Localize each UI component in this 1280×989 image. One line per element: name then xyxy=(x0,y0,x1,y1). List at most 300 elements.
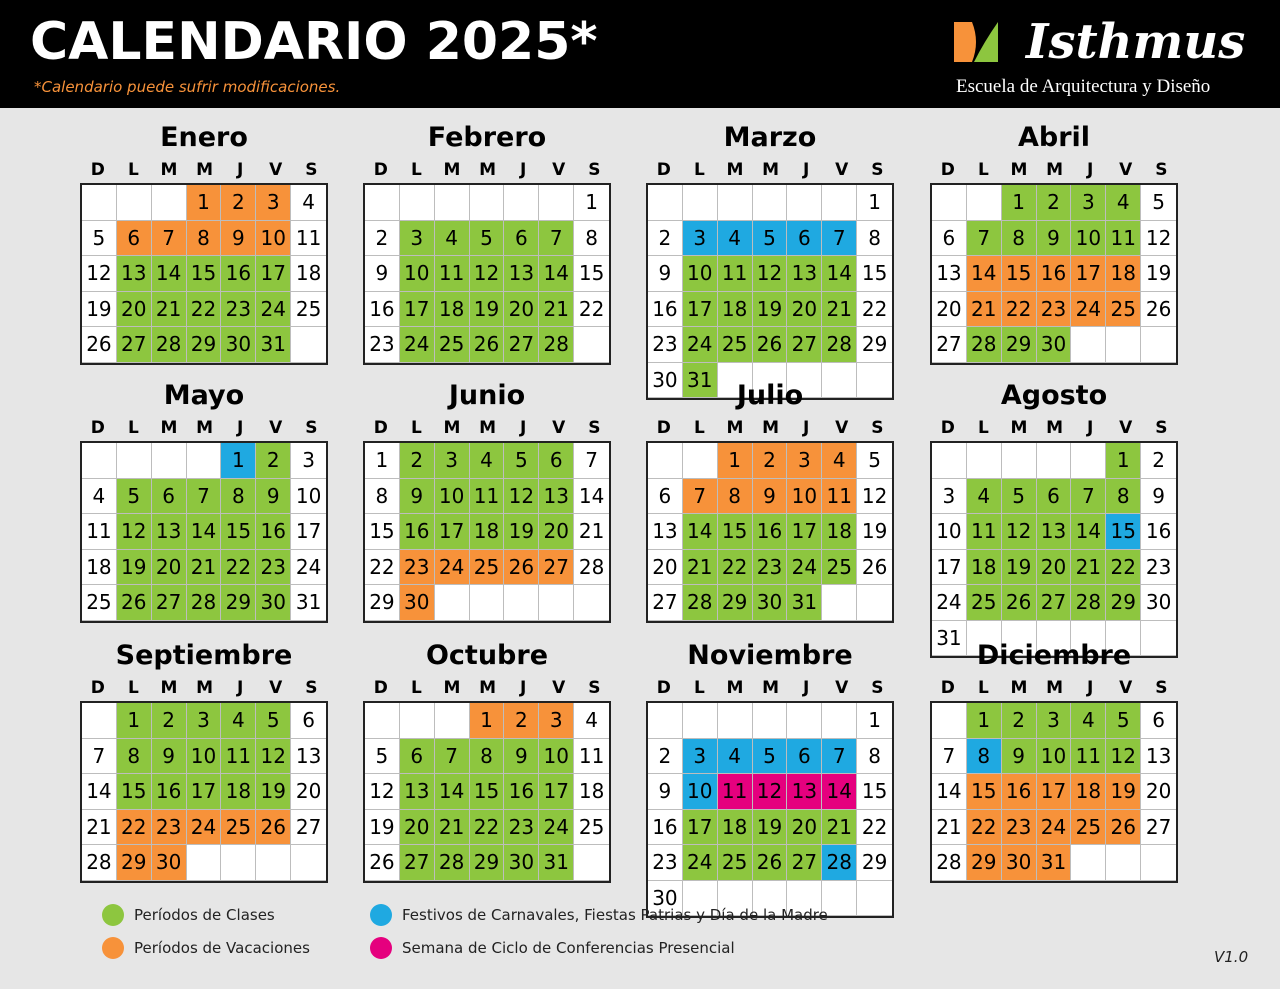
weekday-label: L xyxy=(693,678,705,698)
month-title: Octubre xyxy=(425,640,549,671)
day-cell: 16 xyxy=(152,774,187,810)
day-cell: 20 xyxy=(932,292,967,328)
day-cell: 20 xyxy=(787,810,822,846)
weekday-label: V xyxy=(835,160,849,180)
day-cell: 30 xyxy=(1037,327,1072,363)
day-cell: 29 xyxy=(718,585,753,621)
day-cell: 19 xyxy=(256,774,291,810)
legend-swatch-orange xyxy=(102,937,124,959)
day-cell: 8 xyxy=(857,221,892,257)
day-cell: 3 xyxy=(435,443,470,479)
day-cell: 8 xyxy=(1106,479,1141,515)
day-cell: 30 xyxy=(221,327,256,363)
day-cell: 16 xyxy=(648,810,683,846)
isthmus-logo-icon xyxy=(954,20,1002,64)
day-cell: 16 xyxy=(753,514,788,550)
month-grid xyxy=(363,441,611,623)
day-cell: 13 xyxy=(291,739,326,775)
day-cell: 3 xyxy=(256,185,291,221)
day-cell: 18 xyxy=(1106,256,1141,292)
day-cell: 11 xyxy=(718,256,753,292)
day-cell: 6 xyxy=(152,479,187,515)
empty-cell xyxy=(574,327,609,363)
day-cell: 11 xyxy=(574,739,609,775)
day-cell: 10 xyxy=(539,739,574,775)
day-cell: 9 xyxy=(365,256,400,292)
empty-cell xyxy=(221,845,256,881)
day-cell: 14 xyxy=(932,774,967,810)
month-title: Septiembre xyxy=(115,640,293,671)
day-cell: 24 xyxy=(291,550,326,586)
weekday-label: V xyxy=(835,418,849,438)
day-cell: 17 xyxy=(787,514,822,550)
weekday-label: V xyxy=(835,678,849,698)
day-cell: 18 xyxy=(574,774,609,810)
day-cell: 29 xyxy=(967,845,1002,881)
month-title: Noviembre xyxy=(687,640,853,671)
day-cell: 11 xyxy=(1071,739,1106,775)
day-cell: 1 xyxy=(1002,185,1037,221)
weekday-label: V xyxy=(269,160,283,180)
empty-cell xyxy=(683,703,718,739)
month-grid xyxy=(80,441,328,623)
day-cell: 26 xyxy=(256,810,291,846)
day-cell: 2 xyxy=(1037,185,1072,221)
weekday-header xyxy=(80,418,330,438)
day-cell: 31 xyxy=(256,327,291,363)
day-cell: 12 xyxy=(1106,739,1141,775)
day-cell: 15 xyxy=(718,514,753,550)
day-cell: 11 xyxy=(1106,221,1141,257)
day-cell: 5 xyxy=(470,221,505,257)
weekday-label: D xyxy=(656,418,671,438)
weekday-label: M xyxy=(762,418,780,438)
day-cell: 23 xyxy=(400,550,435,586)
day-cell: 28 xyxy=(152,327,187,363)
day-cell: 27 xyxy=(539,550,574,586)
day-cell: 5 xyxy=(82,221,117,257)
day-cell: 22 xyxy=(221,550,256,586)
day-cell: 26 xyxy=(753,327,788,363)
day-cell: 17 xyxy=(539,774,574,810)
weekday-label: S xyxy=(1155,678,1168,698)
empty-cell xyxy=(82,703,117,739)
weekday-label: M xyxy=(726,418,744,438)
weekday-label: D xyxy=(656,678,671,698)
day-cell: 20 xyxy=(648,550,683,586)
day-cell: 7 xyxy=(1071,479,1106,515)
day-cell: 20 xyxy=(1141,774,1176,810)
day-cell: 23 xyxy=(1037,292,1072,328)
day-cell: 15 xyxy=(470,774,505,810)
weekday-label: J xyxy=(237,418,244,438)
weekday-label: S xyxy=(1155,160,1168,180)
month-title: Abril xyxy=(1017,122,1091,153)
weekday-header xyxy=(363,418,613,438)
empty-cell xyxy=(470,585,505,621)
day-cell: 4 xyxy=(82,479,117,515)
day-cell: 25 xyxy=(718,845,753,881)
day-cell: 26 xyxy=(1106,810,1141,846)
empty-cell xyxy=(683,443,718,479)
day-cell: 8 xyxy=(470,739,505,775)
day-cell: 30 xyxy=(1141,585,1176,621)
empty-cell xyxy=(648,185,683,221)
day-cell: 9 xyxy=(648,256,683,292)
day-cell: 6 xyxy=(932,221,967,257)
day-cell: 30 xyxy=(504,845,539,881)
day-cell: 22 xyxy=(365,550,400,586)
weekday-label: M xyxy=(762,678,780,698)
day-cell: 10 xyxy=(435,479,470,515)
day-cell: 7 xyxy=(82,739,117,775)
day-cell: 31 xyxy=(291,585,326,621)
legend-label: Períodos de Vacaciones xyxy=(134,939,310,957)
day-cell: 25 xyxy=(1106,292,1141,328)
empty-cell xyxy=(718,703,753,739)
day-cell: 12 xyxy=(504,479,539,515)
empty-cell xyxy=(539,585,574,621)
weekday-label: D xyxy=(656,160,671,180)
day-cell: 24 xyxy=(683,845,718,881)
empty-cell xyxy=(256,845,291,881)
day-cell: 4 xyxy=(967,479,1002,515)
day-cell: 25 xyxy=(1071,810,1106,846)
day-cell: 19 xyxy=(753,292,788,328)
logo-name: Isthmus xyxy=(1026,14,1246,70)
empty-cell xyxy=(683,185,718,221)
day-cell: 19 xyxy=(1141,256,1176,292)
day-cell: 30 xyxy=(400,585,435,621)
empty-cell xyxy=(365,185,400,221)
weekday-label: J xyxy=(1087,418,1094,438)
day-cell: 2 xyxy=(400,443,435,479)
day-cell: 18 xyxy=(822,514,857,550)
day-cell: 5 xyxy=(365,739,400,775)
day-cell: 13 xyxy=(648,514,683,550)
day-cell: 4 xyxy=(574,703,609,739)
day-cell: 8 xyxy=(221,479,256,515)
day-cell: 29 xyxy=(365,585,400,621)
weekday-label: L xyxy=(127,678,139,698)
day-cell: 30 xyxy=(1002,845,1037,881)
day-cell: 13 xyxy=(1037,514,1072,550)
month-title: Agosto xyxy=(1000,380,1108,411)
day-cell: 14 xyxy=(187,514,222,550)
day-cell: 19 xyxy=(470,292,505,328)
day-cell: 15 xyxy=(967,774,1002,810)
day-cell: 15 xyxy=(117,774,152,810)
day-cell: 9 xyxy=(256,479,291,515)
weekday-header xyxy=(930,160,1180,180)
weekday-label: M xyxy=(479,418,497,438)
day-cell: 7 xyxy=(574,443,609,479)
day-cell: 13 xyxy=(117,256,152,292)
day-cell: 21 xyxy=(822,810,857,846)
day-cell: 22 xyxy=(967,810,1002,846)
day-cell: 8 xyxy=(718,479,753,515)
weekday-label: J xyxy=(1087,678,1094,698)
empty-cell xyxy=(787,185,822,221)
weekday-label: V xyxy=(552,418,566,438)
day-cell: 10 xyxy=(187,739,222,775)
empty-cell xyxy=(574,585,609,621)
day-cell: 7 xyxy=(932,739,967,775)
day-cell: 23 xyxy=(504,810,539,846)
day-cell: 22 xyxy=(187,292,222,328)
weekday-header xyxy=(80,160,330,180)
day-cell: 22 xyxy=(857,810,892,846)
day-cell: 10 xyxy=(932,514,967,550)
day-cell: 12 xyxy=(470,256,505,292)
day-cell: 15 xyxy=(221,514,256,550)
modification-note: *Calendario puede sufrir modificaciones. xyxy=(34,78,341,96)
weekday-label: M xyxy=(160,160,178,180)
day-cell: 31 xyxy=(539,845,574,881)
day-cell: 29 xyxy=(857,845,892,881)
empty-cell xyxy=(82,185,117,221)
day-cell: 28 xyxy=(574,550,609,586)
empty-cell xyxy=(718,185,753,221)
weekday-label: S xyxy=(588,418,601,438)
day-cell: 26 xyxy=(753,845,788,881)
weekday-label: S xyxy=(305,418,318,438)
weekday-label: L xyxy=(410,160,422,180)
day-cell: 16 xyxy=(365,292,400,328)
day-cell: 7 xyxy=(967,221,1002,257)
day-cell: 11 xyxy=(822,479,857,515)
day-cell: 12 xyxy=(117,514,152,550)
day-cell: 27 xyxy=(787,327,822,363)
day-cell: 7 xyxy=(187,479,222,515)
day-cell: 3 xyxy=(291,443,326,479)
empty-cell xyxy=(932,443,967,479)
day-cell: 3 xyxy=(932,479,967,515)
day-cell: 28 xyxy=(822,845,857,881)
empty-cell xyxy=(117,443,152,479)
day-cell: 8 xyxy=(857,739,892,775)
legend-label: Festivos de Carnavales, Fiestas Patrias y Día de la Madre xyxy=(402,906,828,924)
empty-cell xyxy=(187,845,222,881)
weekday-label: J xyxy=(520,418,527,438)
day-cell: 12 xyxy=(1002,514,1037,550)
month-grid xyxy=(646,183,894,400)
day-cell: 30 xyxy=(256,585,291,621)
month-title: Mayo xyxy=(163,380,245,411)
weekday-label: J xyxy=(237,678,244,698)
weekday-header xyxy=(80,678,330,698)
weekday-label: V xyxy=(552,678,566,698)
day-cell: 18 xyxy=(718,292,753,328)
day-cell: 19 xyxy=(504,514,539,550)
empty-cell xyxy=(400,703,435,739)
day-cell: 28 xyxy=(932,845,967,881)
day-cell: 27 xyxy=(1141,810,1176,846)
day-cell: 11 xyxy=(718,774,753,810)
day-cell: 25 xyxy=(574,810,609,846)
day-cell: 7 xyxy=(683,479,718,515)
day-cell: 29 xyxy=(187,327,222,363)
weekday-label: V xyxy=(1119,418,1133,438)
day-cell: 9 xyxy=(1141,479,1176,515)
day-cell: 26 xyxy=(504,550,539,586)
weekday-label: M xyxy=(196,678,214,698)
day-cell: 27 xyxy=(291,810,326,846)
weekday-label: L xyxy=(977,678,989,698)
day-cell: 19 xyxy=(753,810,788,846)
day-cell: 12 xyxy=(753,256,788,292)
day-cell: 8 xyxy=(1002,221,1037,257)
empty-cell xyxy=(857,585,892,621)
day-cell: 16 xyxy=(648,292,683,328)
weekday-label: J xyxy=(803,160,810,180)
day-cell: 6 xyxy=(787,221,822,257)
month-grid xyxy=(80,701,328,883)
day-cell: 9 xyxy=(400,479,435,515)
day-cell: 2 xyxy=(648,739,683,775)
day-cell: 18 xyxy=(470,514,505,550)
day-cell: 1 xyxy=(117,703,152,739)
day-cell: 12 xyxy=(256,739,291,775)
day-cell: 1 xyxy=(857,703,892,739)
day-cell: 9 xyxy=(1002,739,1037,775)
day-cell: 4 xyxy=(1071,703,1106,739)
day-cell: 29 xyxy=(470,845,505,881)
day-cell: 2 xyxy=(504,703,539,739)
day-cell: 4 xyxy=(822,443,857,479)
day-cell: 29 xyxy=(1106,585,1141,621)
day-cell: 29 xyxy=(1002,327,1037,363)
day-cell: 8 xyxy=(117,739,152,775)
day-cell: 6 xyxy=(1037,479,1072,515)
day-cell: 10 xyxy=(291,479,326,515)
page-title: CALENDARIO 2025* xyxy=(30,12,598,72)
empty-cell xyxy=(291,327,326,363)
month-title: Junio xyxy=(448,380,526,411)
day-cell: 16 xyxy=(221,256,256,292)
month-title: Febrero xyxy=(427,122,547,153)
month-grid xyxy=(80,183,328,365)
day-cell: 5 xyxy=(1106,703,1141,739)
day-cell: 10 xyxy=(1037,739,1072,775)
day-cell: 21 xyxy=(822,292,857,328)
weekday-label: S xyxy=(588,160,601,180)
day-cell: 25 xyxy=(291,292,326,328)
day-cell: 10 xyxy=(1071,221,1106,257)
day-cell: 17 xyxy=(187,774,222,810)
day-cell: 8 xyxy=(187,221,222,257)
day-cell: 10 xyxy=(683,774,718,810)
weekday-label: S xyxy=(588,678,601,698)
weekday-label: L xyxy=(127,418,139,438)
day-cell: 31 xyxy=(932,621,967,657)
day-cell: 22 xyxy=(1106,550,1141,586)
day-cell: 30 xyxy=(152,845,187,881)
day-cell: 2 xyxy=(256,443,291,479)
day-cell: 13 xyxy=(932,256,967,292)
day-cell: 1 xyxy=(1106,443,1141,479)
day-cell: 25 xyxy=(470,550,505,586)
weekday-label: L xyxy=(977,160,989,180)
weekday-label: D xyxy=(90,160,105,180)
empty-cell xyxy=(1106,327,1141,363)
empty-cell xyxy=(822,185,857,221)
weekday-label: V xyxy=(552,160,566,180)
weekday-label: D xyxy=(373,160,388,180)
day-cell: 16 xyxy=(504,774,539,810)
weekday-label: M xyxy=(196,160,214,180)
day-cell: 3 xyxy=(683,739,718,775)
day-cell: 14 xyxy=(574,479,609,515)
day-cell: 19 xyxy=(365,810,400,846)
empty-cell xyxy=(291,845,326,881)
header-bar xyxy=(0,0,1280,108)
empty-cell xyxy=(967,443,1002,479)
empty-cell xyxy=(1071,845,1106,881)
day-cell: 27 xyxy=(504,327,539,363)
weekday-header xyxy=(646,678,896,698)
day-cell: 9 xyxy=(152,739,187,775)
day-cell: 1 xyxy=(718,443,753,479)
day-cell: 19 xyxy=(1002,550,1037,586)
day-cell: 31 xyxy=(1037,845,1072,881)
day-cell: 26 xyxy=(1141,292,1176,328)
weekday-label: S xyxy=(305,160,318,180)
weekday-label: M xyxy=(479,678,497,698)
day-cell: 17 xyxy=(1037,774,1072,810)
legend-item-conferencias xyxy=(370,937,735,959)
day-cell: 31 xyxy=(683,363,718,399)
weekday-label: L xyxy=(410,418,422,438)
weekday-label: J xyxy=(520,160,527,180)
empty-cell xyxy=(117,185,152,221)
day-cell: 5 xyxy=(117,479,152,515)
weekday-label: D xyxy=(90,678,105,698)
day-cell: 29 xyxy=(221,585,256,621)
day-cell: 4 xyxy=(718,739,753,775)
day-cell: 21 xyxy=(967,292,1002,328)
day-cell: 22 xyxy=(718,550,753,586)
day-cell: 5 xyxy=(504,443,539,479)
day-cell: 17 xyxy=(1071,256,1106,292)
weekday-label: L xyxy=(977,418,989,438)
empty-cell xyxy=(435,703,470,739)
empty-cell xyxy=(574,845,609,881)
weekday-label: D xyxy=(940,678,955,698)
day-cell: 20 xyxy=(504,292,539,328)
weekday-label: L xyxy=(693,160,705,180)
weekday-label: M xyxy=(443,418,461,438)
legend-label: Semana de Ciclo de Conferencias Presencial xyxy=(402,939,735,957)
day-cell: 21 xyxy=(539,292,574,328)
day-cell: 17 xyxy=(400,292,435,328)
weekday-label: D xyxy=(940,160,955,180)
weekday-label: S xyxy=(305,678,318,698)
weekday-label: J xyxy=(803,418,810,438)
weekday-label: V xyxy=(1119,160,1133,180)
day-cell: 24 xyxy=(787,550,822,586)
empty-cell xyxy=(1141,845,1176,881)
version-label: V1.0 xyxy=(1214,948,1249,966)
day-cell: 3 xyxy=(539,703,574,739)
day-cell: 28 xyxy=(435,845,470,881)
empty-cell xyxy=(1071,443,1106,479)
day-cell: 13 xyxy=(787,256,822,292)
day-cell: 18 xyxy=(82,550,117,586)
empty-cell xyxy=(1141,327,1176,363)
weekday-label: M xyxy=(1010,418,1028,438)
day-cell: 15 xyxy=(1106,514,1141,550)
